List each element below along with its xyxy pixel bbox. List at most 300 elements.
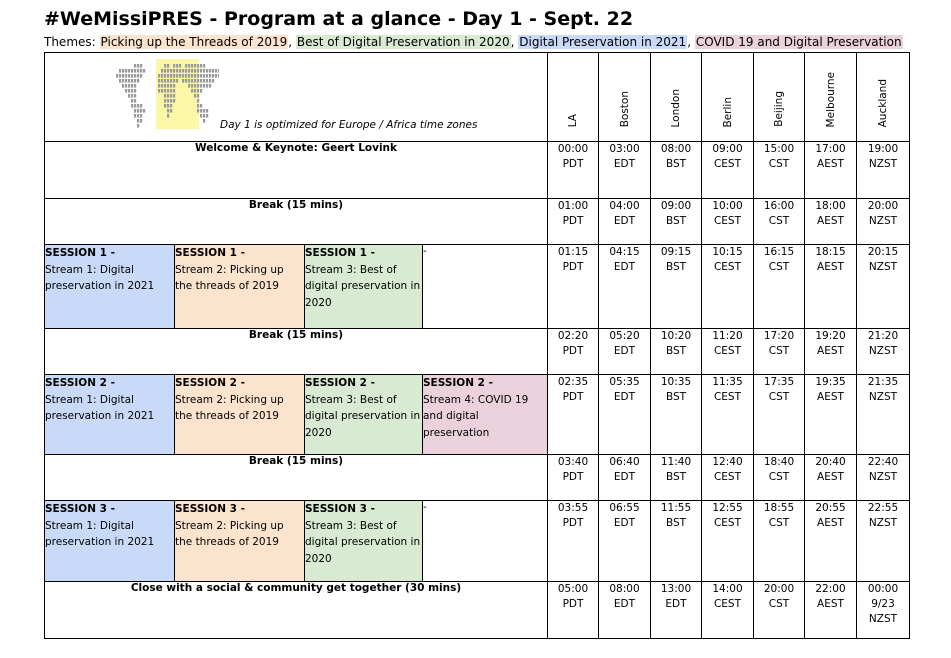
time-value: 01:00 [557, 200, 589, 212]
theme-2021: Digital Preservation in 2021 [519, 35, 687, 49]
timezone-abbr: CST [768, 517, 790, 529]
map-dot [194, 69, 196, 73]
time-value: 20:40 [815, 456, 846, 468]
timezone-abbr: PDT [562, 215, 584, 227]
session-title: SESSION 1 - [305, 247, 375, 259]
map-dot [170, 74, 172, 78]
map-dot [197, 79, 199, 83]
time-value: 18:55 [763, 502, 795, 514]
map-dot [164, 69, 166, 73]
timezone-abbr: CST [768, 345, 790, 357]
timezone-abbr: AEST [817, 345, 844, 357]
map-dot [164, 104, 166, 108]
time-cell [805, 582, 857, 639]
map-dot [176, 79, 178, 83]
map-dot [140, 114, 142, 118]
map-dot [167, 79, 169, 83]
map-dot [188, 69, 190, 73]
map-dot [140, 119, 142, 123]
close-label: Close with a social & community get together (30 mins) [45, 582, 548, 639]
time-cell [857, 329, 910, 375]
time-value: 12:40 [712, 456, 743, 468]
map-dot [170, 104, 172, 108]
time-cell [702, 455, 754, 501]
map-dot [134, 104, 136, 108]
break-label: Break (15 mins) [45, 199, 548, 245]
time-cell [857, 375, 910, 455]
time-value: 11:40 [660, 456, 692, 468]
map-dot [140, 74, 142, 78]
map-dot [203, 74, 205, 78]
timezone-abbr: NZST [868, 345, 898, 357]
time-cell [754, 199, 805, 245]
session-title: SESSION 2 - [423, 377, 493, 389]
timezone-abbr: BST [665, 215, 687, 227]
city-beijing [754, 53, 805, 142]
session-2-row [45, 375, 910, 455]
map-dot [164, 74, 166, 78]
map-dot [122, 79, 124, 83]
city-london [651, 53, 702, 142]
map-dot [209, 69, 211, 73]
timezone-abbr: EDT [665, 598, 687, 610]
time-cell [702, 582, 754, 639]
map-dot [158, 79, 160, 83]
timezone-abbr: BST [665, 345, 687, 357]
map-dot [125, 69, 127, 73]
session-text: Stream 2: Picking up the threads of 2019 [175, 519, 284, 548]
map-dot [122, 69, 124, 73]
time-value: 06:40 [609, 456, 640, 468]
map-dot [134, 114, 136, 118]
time-cell [548, 582, 599, 639]
map-dot [170, 84, 172, 88]
time-value: 10:35 [660, 376, 692, 388]
session-title: SESSION 2 - [175, 377, 245, 389]
timezone-abbr: AEST [817, 598, 844, 610]
map-dot [137, 64, 139, 68]
timezone-abbr: EDT [613, 517, 636, 529]
map-dot [167, 114, 169, 118]
time-cell [805, 501, 857, 582]
map-dot [125, 74, 127, 78]
timezone-abbr: CST [768, 391, 790, 403]
time-value: 20:00 [867, 200, 899, 212]
time-value: 09:15 [660, 246, 692, 258]
timezone-abbr: NZST [868, 215, 898, 227]
header-cell [45, 53, 548, 142]
city-label: Auckland [877, 78, 889, 127]
map-dot [212, 69, 214, 73]
time-cell [599, 582, 651, 639]
theme-2019: Picking up the Threads of 2019 [100, 35, 288, 49]
map-dot [200, 104, 202, 108]
session-text: Stream 1: Digital preservation in 2021 [45, 263, 155, 292]
session-title: SESSION 3 - [175, 503, 245, 515]
welcome-label: Welcome & Keynote: Geert Lovink [45, 142, 548, 199]
session-title: SESSION 2 - [45, 377, 115, 389]
map-dot [116, 74, 118, 78]
map-dot [215, 69, 217, 73]
welcome-row [45, 142, 910, 199]
session-text: Stream 2: Picking up the threads of 2019 [175, 393, 284, 422]
timezone-abbr: AEST [817, 158, 844, 170]
map-dot [203, 64, 205, 68]
timezone-abbr: AEST [817, 261, 844, 273]
time-value: 11:20 [712, 330, 743, 342]
map-dot [197, 94, 199, 98]
timezone-abbr: CST [768, 261, 790, 273]
break-label: Break (15 mins) [45, 329, 548, 375]
theme-covid: COVID 19 and Digital Preservation [695, 35, 902, 49]
time-cell [651, 199, 702, 245]
time-cell [754, 455, 805, 501]
map-dot [134, 84, 136, 88]
map-dot [128, 69, 130, 73]
city-label: Beijing [773, 91, 785, 127]
session-text: Stream 1: Digital preservation in 2021 [45, 519, 155, 548]
map-dot [203, 79, 205, 83]
time-value: 04:15 [609, 246, 640, 258]
themes-line [44, 35, 903, 49]
time-value: 00:00 [557, 143, 589, 155]
map-dot [134, 74, 136, 78]
time-cell [651, 329, 702, 375]
city-label: Berlin [721, 96, 734, 127]
time-value: 21:20 [867, 330, 899, 342]
timezone-abbr: CEST [713, 517, 742, 529]
map-dot [164, 99, 166, 103]
time-value: 00:00 [867, 583, 899, 595]
map-dot [137, 109, 139, 113]
map-dot [203, 84, 205, 88]
timezone-abbr: CEST [713, 598, 742, 610]
time-cell [702, 199, 754, 245]
time-cell [805, 329, 857, 375]
map-dot [128, 89, 130, 93]
map-dot [143, 69, 145, 73]
timezone-abbr: PDT [562, 598, 584, 610]
time-value: 10:15 [712, 246, 743, 258]
timezone-abbr: BST [665, 391, 687, 403]
timezone-abbr: PDT [562, 471, 584, 483]
timezone-abbr: PDT [562, 391, 584, 403]
map-dot [209, 79, 211, 83]
world-map-icon [113, 59, 219, 129]
map-dot [134, 79, 136, 83]
map-dot [206, 74, 208, 78]
timezone-abbr: CST [768, 471, 790, 483]
map-dot [134, 94, 136, 98]
map-dot [191, 74, 193, 78]
map-dot [158, 84, 160, 88]
timezone-abbr: PDT [562, 158, 584, 170]
time-cell [599, 142, 651, 199]
timezone-abbr: CEST [713, 471, 742, 483]
time-value: 16:00 [763, 200, 795, 212]
time-value: 09:00 [712, 143, 743, 155]
map-dot [167, 74, 169, 78]
map-dot [134, 99, 136, 103]
map-dot [128, 94, 130, 98]
map-dot [167, 104, 169, 108]
time-value: 11:35 [712, 376, 743, 388]
timezone-abbr: EDT [613, 598, 636, 610]
time-value: 18:15 [815, 246, 846, 258]
timezone-abbr: NZST [868, 391, 898, 403]
time-cell [548, 375, 599, 455]
map-dot [179, 64, 181, 68]
map-dot [200, 69, 202, 73]
timezone-abbr: CEST [713, 345, 742, 357]
time-cell [754, 375, 805, 455]
session-1-stream-4: - [423, 245, 548, 329]
time-value: 02:20 [557, 330, 589, 342]
map-dot [200, 74, 202, 78]
break-row [45, 329, 910, 375]
map-dot [134, 69, 136, 73]
time-value: 10:20 [660, 330, 692, 342]
time-value: 05:20 [609, 330, 640, 342]
map-dot [194, 74, 196, 78]
themes-prefix: Themes: [44, 35, 96, 49]
timezone-abbr: CEST [713, 215, 742, 227]
map-dot [137, 124, 139, 128]
time-cell [754, 329, 805, 375]
map-dot [200, 89, 202, 93]
map-dot [200, 114, 202, 118]
timezone-abbr: NZST [868, 517, 898, 529]
close-row [45, 582, 910, 639]
map-dot [191, 84, 193, 88]
map-dot [170, 79, 172, 83]
map-dot [128, 79, 130, 83]
time-cell [599, 329, 651, 375]
time-cell [857, 142, 910, 199]
time-value: 03:00 [609, 143, 640, 155]
break-row [45, 199, 910, 245]
map-dot [182, 79, 184, 83]
map-dot [167, 84, 169, 88]
map-dot [122, 74, 124, 78]
map-dot [209, 84, 211, 88]
time-value: 03:40 [557, 456, 589, 468]
map-dot [200, 64, 202, 68]
city-label: Boston [618, 90, 631, 127]
map-dot [140, 69, 142, 73]
map-dot [167, 89, 169, 93]
time-value: 21:35 [867, 376, 899, 388]
map-dot [203, 69, 205, 73]
map-dot [125, 89, 127, 93]
time-value: 05:35 [609, 376, 640, 388]
map-dot [194, 94, 196, 98]
map-dot [170, 69, 172, 73]
map-dot [197, 74, 199, 78]
map-dot [197, 69, 199, 73]
timezone-note: Day 1 is optimized for Europe / Africa time zones [220, 119, 478, 131]
map-dot [173, 84, 175, 88]
theme-2020: Best of Digital Preservation in 2020 [296, 35, 510, 49]
time-cell [599, 199, 651, 245]
time-value: 08:00 [660, 143, 692, 155]
time-cell [702, 329, 754, 375]
time-value: 04:00 [609, 200, 640, 212]
map-dot [206, 109, 208, 113]
program-table [44, 52, 910, 639]
time-value: 22:00 [815, 583, 846, 595]
map-dot [173, 79, 175, 83]
time-value: 18:00 [815, 200, 846, 212]
session-2-stream-3 [305, 375, 423, 455]
timezone-abbr: BST [665, 261, 687, 273]
map-dot [134, 64, 136, 68]
map-dot [203, 109, 205, 113]
time-value: 22:55 [867, 502, 899, 514]
city-label: LA [567, 113, 579, 127]
timezone-abbr: CEST [713, 391, 742, 403]
map-dot [134, 109, 136, 113]
timezone-abbr: EDT [613, 345, 636, 357]
theme-separator: , [687, 35, 692, 49]
map-dot [125, 79, 127, 83]
time-cell [651, 375, 702, 455]
time-cell [702, 501, 754, 582]
time-value: 20:15 [867, 246, 899, 258]
map-dot [200, 109, 202, 113]
time-cell [857, 501, 910, 582]
timezone-abbr: EDT [613, 261, 636, 273]
map-dot [185, 64, 187, 68]
time-cell [599, 501, 651, 582]
map-dot [185, 79, 187, 83]
timezone-abbr: EDT [613, 215, 636, 227]
session-1-stream-3 [305, 245, 423, 329]
time-cell [651, 142, 702, 199]
session-text: Stream 1: Digital preservation in 2021 [45, 393, 155, 422]
map-dot [131, 99, 133, 103]
time-cell [805, 455, 857, 501]
map-dot [137, 74, 139, 78]
time-value: 16:15 [763, 246, 795, 258]
time-cell [548, 245, 599, 329]
timezone-abbr: BST [665, 158, 687, 170]
time-cell [857, 199, 910, 245]
time-value: 09:00 [660, 200, 692, 212]
map-dot [131, 104, 133, 108]
session-1-stream-1 [45, 245, 175, 329]
map-dot [137, 119, 139, 123]
map-dot [161, 79, 163, 83]
timezone-abbr: AEST [817, 471, 844, 483]
timezone-abbr: AEST [817, 391, 844, 403]
map-dot [128, 74, 130, 78]
time-cell [754, 245, 805, 329]
map-dot [161, 69, 163, 73]
map-dot [134, 89, 136, 93]
time-value: 17:35 [763, 376, 795, 388]
map-dot [137, 114, 139, 118]
map-dot [170, 89, 172, 93]
time-value: 20:55 [815, 502, 846, 514]
time-cell [651, 501, 702, 582]
time-value: 18:40 [763, 456, 795, 468]
timezone-abbr: EDT [613, 158, 636, 170]
session-2-stream-1 [45, 375, 175, 455]
map-dot [191, 79, 193, 83]
map-dot [164, 64, 166, 68]
time-value: 12:55 [712, 502, 743, 514]
timezone-abbr: CST [768, 598, 790, 610]
timezone-abbr: NZST [868, 261, 898, 273]
map-dot [137, 69, 139, 73]
session-3-stream-1 [45, 501, 175, 582]
map-dot [185, 74, 187, 78]
map-dot [215, 74, 217, 78]
timezone-abbr: NZST [868, 471, 898, 483]
map-dot [164, 79, 166, 83]
session-text: Stream 3: Best of digital preservation in 2020 [305, 263, 421, 309]
map-dot [131, 74, 133, 78]
time-value: 08:00 [609, 583, 640, 595]
map-dot [188, 74, 190, 78]
time-cell [805, 142, 857, 199]
time-cell [857, 245, 910, 329]
map-dot [206, 79, 208, 83]
map-dot [188, 84, 190, 88]
session-text: Stream 2: Picking up the threads of 2019 [175, 263, 284, 292]
timezone-abbr: PDT [562, 517, 584, 529]
city-la [548, 53, 599, 142]
map-dot [125, 84, 127, 88]
timezone-abbr: CEST [713, 261, 742, 273]
time-value: 02:35 [557, 376, 589, 388]
time-value: 06:55 [609, 502, 640, 514]
session-3-stream-3 [305, 501, 423, 582]
map-dot [173, 69, 175, 73]
map-dot [158, 89, 160, 93]
break-row [45, 455, 910, 501]
city-label: Melbourne [824, 71, 837, 127]
city-auckland [857, 53, 910, 142]
session-1-row [45, 245, 910, 329]
session-3-stream-2 [175, 501, 305, 582]
map-dot [173, 94, 175, 98]
session-title: SESSION 2 - [305, 377, 375, 389]
time-cell [548, 199, 599, 245]
session-title: SESSION 3 - [45, 503, 115, 515]
map-dot [197, 84, 199, 88]
map-dot [131, 89, 133, 93]
map-dot [218, 69, 219, 73]
timezone-abbr: CEST [713, 158, 742, 170]
time-value: 15:00 [763, 143, 795, 155]
time-value: 19:20 [815, 330, 846, 342]
time-cell [651, 245, 702, 329]
map-dot [197, 109, 199, 113]
time-value: 19:35 [815, 376, 846, 388]
map-dot [197, 64, 199, 68]
session-2-stream-4 [423, 375, 548, 455]
time-cell [651, 455, 702, 501]
time-value: 10:00 [712, 200, 743, 212]
map-dot [119, 69, 121, 73]
session-text: Stream 3: Best of digital preservation in 2020 [305, 519, 421, 565]
time-value: 05:00 [557, 583, 589, 595]
time-cell [651, 582, 702, 639]
timezone-abbr: AEST [817, 517, 844, 529]
map-dot [167, 109, 169, 113]
